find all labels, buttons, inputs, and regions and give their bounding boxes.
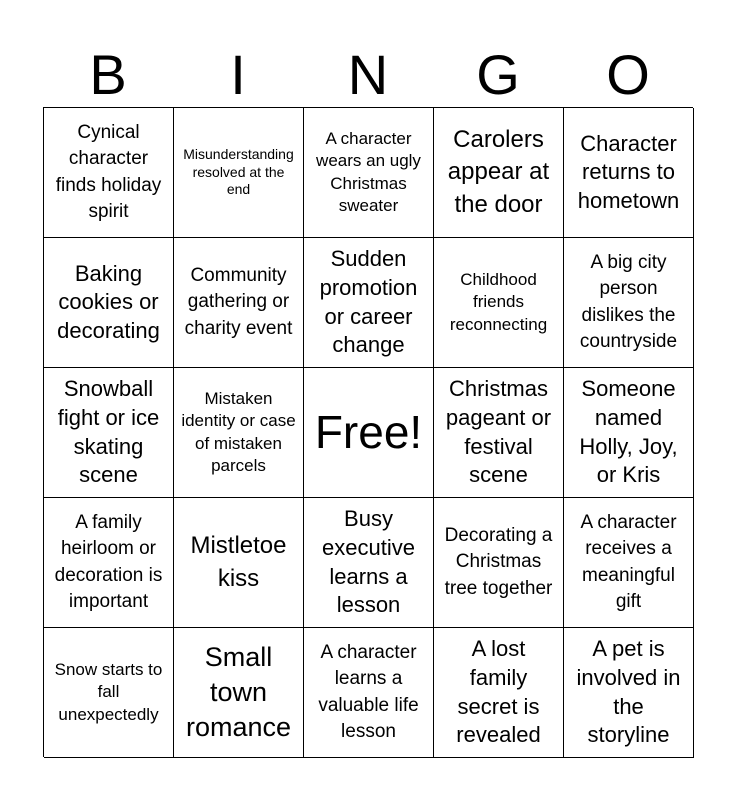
cell-text: Decorating a Christmas tree together: [444, 525, 553, 599]
cell-text: Christmas pageant or festival scene: [445, 376, 552, 488]
bingo-cell[interactable]: [304, 628, 434, 758]
header-letter-g: G: [476, 43, 520, 106]
bingo-cell[interactable]: [434, 498, 564, 628]
bingo-cell[interactable]: [174, 498, 304, 628]
cell-text: A character learns a valuable life lesson: [318, 642, 419, 742]
bingo-cell[interactable]: [44, 498, 174, 628]
free-space-text: Free!: [314, 406, 423, 459]
header-letter-o: O: [606, 43, 650, 106]
header-letter-b: B: [89, 43, 127, 106]
cell-text: Character returns to hometown: [577, 130, 680, 213]
free-space-cell[interactable]: [304, 368, 434, 498]
cell-text: Baking cookies or decorating: [57, 260, 160, 343]
bingo-cell[interactable]: [174, 368, 304, 498]
cell-text: Someone named Holly, Joy, or Kris: [579, 376, 678, 488]
cell-text: Community gathering or charity event: [184, 265, 293, 339]
bingo-cell[interactable]: [564, 368, 694, 498]
cell-text: Mistaken identity or case of mistaken parcels: [181, 389, 296, 475]
bingo-cell[interactable]: [434, 238, 564, 368]
bingo-cell[interactable]: [564, 628, 694, 758]
cell-text: A character wears an ugly Christmas sweater: [316, 129, 421, 215]
cell-text: Busy executive learns a lesson: [322, 506, 415, 618]
cell-text: A lost family secret is revealed: [456, 636, 541, 748]
cell-text: Snowball fight or ice skating scene: [57, 376, 160, 488]
bingo-cell[interactable]: [44, 108, 174, 238]
bingo-cell[interactable]: [304, 108, 434, 238]
bingo-cell[interactable]: [174, 108, 304, 238]
cell-text: Cynical character finds holiday spirit: [55, 122, 162, 222]
header-letter-i: I: [230, 43, 246, 106]
bingo-cell[interactable]: [174, 628, 304, 758]
cell-text: A family heirloom or decoration is important: [54, 512, 163, 612]
cell-text: A character receives a meaningful gift: [580, 512, 677, 612]
cell-text: Sudden promotion or career change: [319, 246, 418, 358]
bingo-cell[interactable]: [174, 238, 304, 368]
cell-text: A pet is involved in the storyline: [576, 636, 681, 748]
bingo-cell[interactable]: [564, 238, 694, 368]
bingo-cell[interactable]: [564, 498, 694, 628]
cell-text: Small town romance: [185, 641, 292, 743]
bingo-header: [43, 44, 693, 106]
bingo-cell[interactable]: [44, 368, 174, 498]
cell-text: Misunderstanding resolved at the end: [183, 146, 294, 198]
bingo-cell[interactable]: [434, 368, 564, 498]
bingo-cell[interactable]: [44, 628, 174, 758]
bingo-cell[interactable]: [434, 628, 564, 758]
cell-text: Mistletoe kiss: [190, 532, 287, 592]
header-letter-n: N: [347, 43, 389, 106]
cell-text: A big city person dislikes the countryside: [579, 252, 678, 352]
bingo-cell[interactable]: [44, 238, 174, 368]
bingo-cell[interactable]: [564, 108, 694, 238]
cell-text: Carolers appear at the door: [447, 125, 550, 218]
cell-text: Snow starts to fall unexpectedly: [54, 660, 163, 724]
bingo-cell[interactable]: [434, 108, 564, 238]
bingo-cell[interactable]: [304, 498, 434, 628]
bingo-cell[interactable]: [304, 238, 434, 368]
bingo-board: [43, 107, 693, 757]
cell-text: Childhood friends reconnecting: [449, 270, 548, 334]
